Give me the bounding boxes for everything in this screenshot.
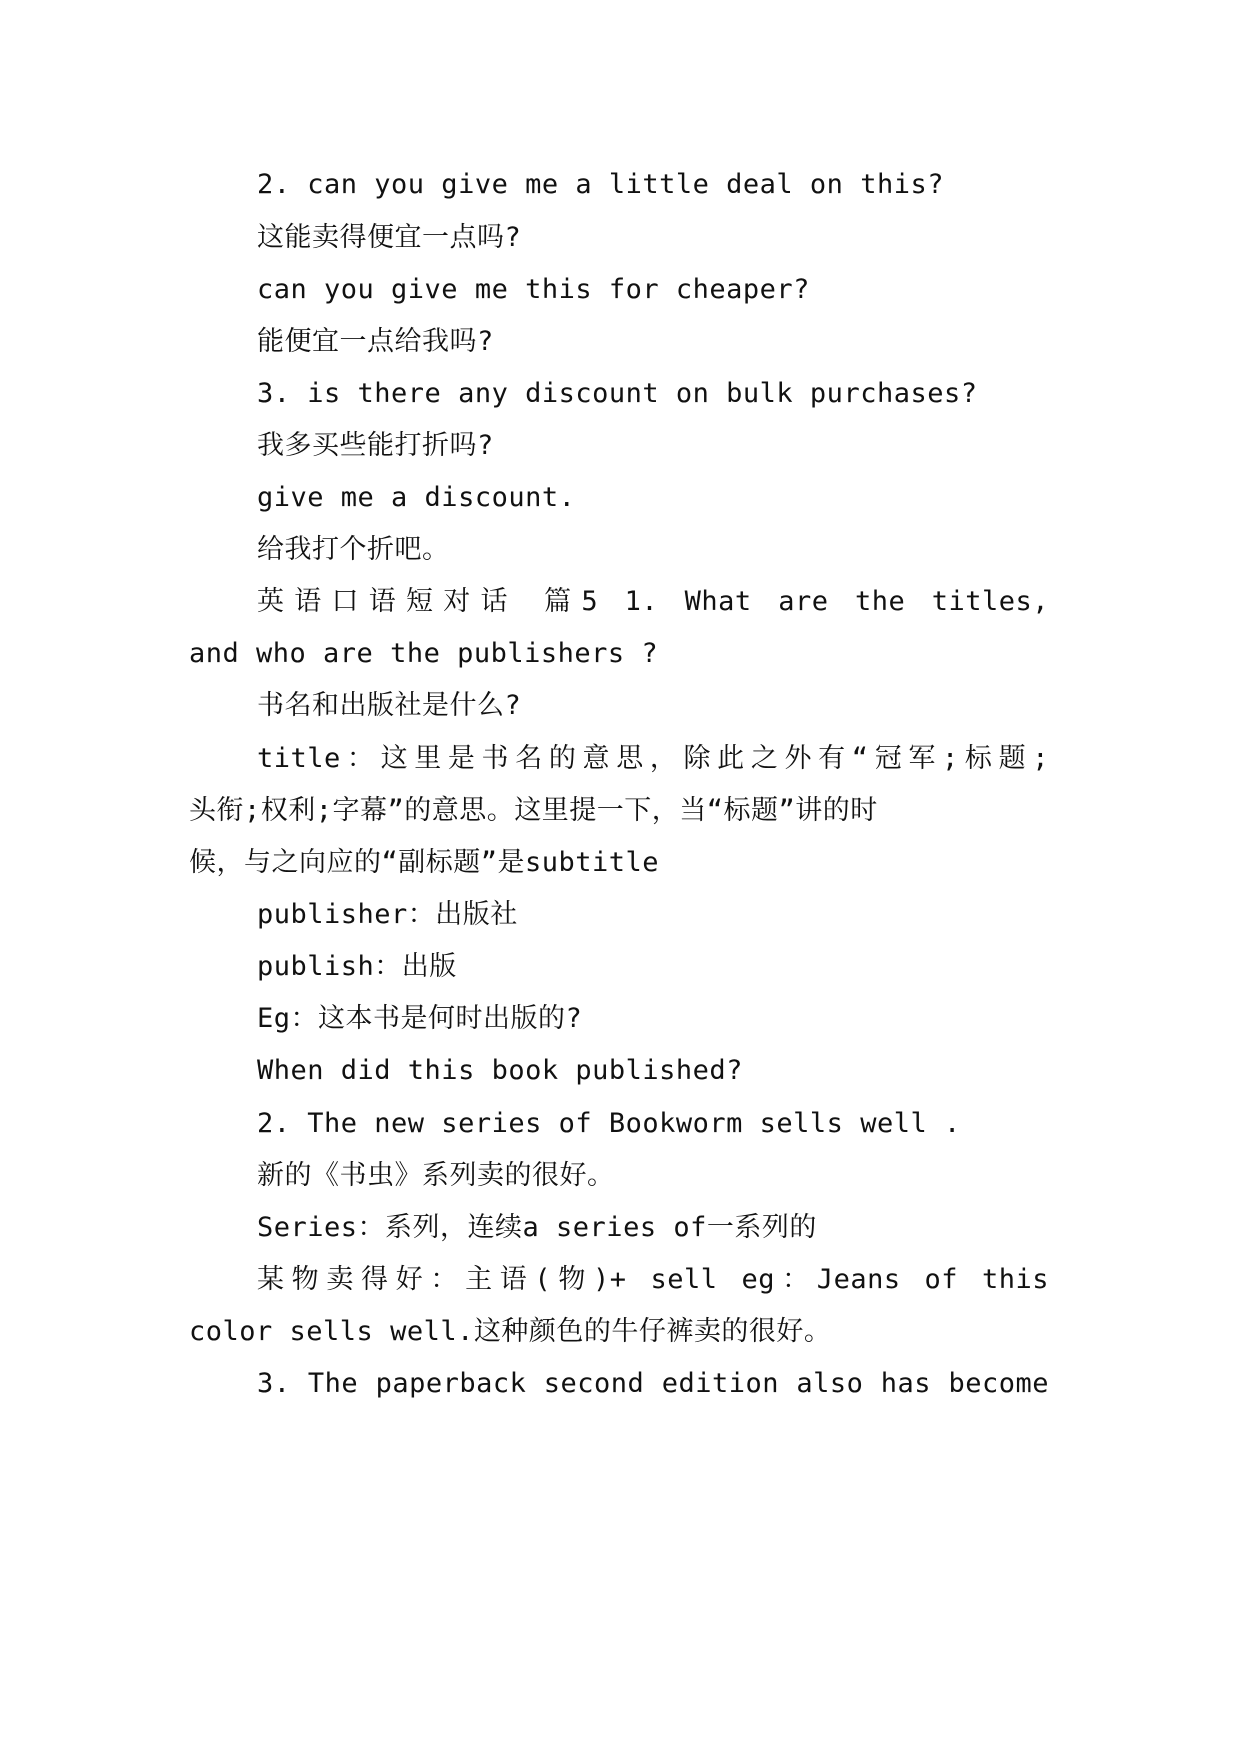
text-line: 书名和出版社是什么? xyxy=(257,690,522,721)
text-line: 2. The new series of Bookworm sells well . xyxy=(257,1108,961,1139)
text-line: color sells well.这种颜色的牛仔裤卖的很好。 xyxy=(189,1316,832,1347)
text-line: can you give me this for cheaper? xyxy=(257,274,810,305)
text-line: 给我打个折吧。 xyxy=(257,534,450,565)
text-line: publisher：出版社 xyxy=(257,899,518,930)
text-line: When did this book published? xyxy=(257,1055,743,1086)
text-line: 这能卖得便宜一点吗? xyxy=(257,222,522,253)
text-line: Series：系列，连续a series of一系列的 xyxy=(257,1212,817,1243)
text-line: and who are the publishers ? xyxy=(189,638,659,669)
text-line: 3. The paperback second edition also has become xyxy=(257,1368,1049,1399)
text-line: give me a discount. xyxy=(257,482,576,513)
text-line: 2. can you give me a little deal on this? xyxy=(257,169,944,200)
text-line: 我多买些能打折吗? xyxy=(257,430,494,461)
text-line: title：这里是书名的意思，除此之外有“冠军;标题; xyxy=(257,743,1049,774)
text-line: Eg：这本书是何时出版的? xyxy=(257,1003,583,1034)
text-line: 某物卖得好：主语(物)+ sell eg：Jeans of this xyxy=(257,1264,1049,1295)
text-line: 新的《书虫》系列卖的很好。 xyxy=(257,1160,615,1191)
text-line: 3. is there any discount on bulk purchases? xyxy=(257,378,978,409)
text-line: 能便宜一点给我吗? xyxy=(257,326,494,357)
text-line: 头衔;权利;字幕”的意思。这里提一下，当“标题”讲的时 xyxy=(189,795,878,826)
text-line: publish：出版 xyxy=(257,951,457,982)
text-line: 候，与之向应的“副标题”是subtitle xyxy=(189,847,660,878)
section-heading-line: 英语口语短对话 篇5 1. What are the titles, xyxy=(257,586,1049,617)
